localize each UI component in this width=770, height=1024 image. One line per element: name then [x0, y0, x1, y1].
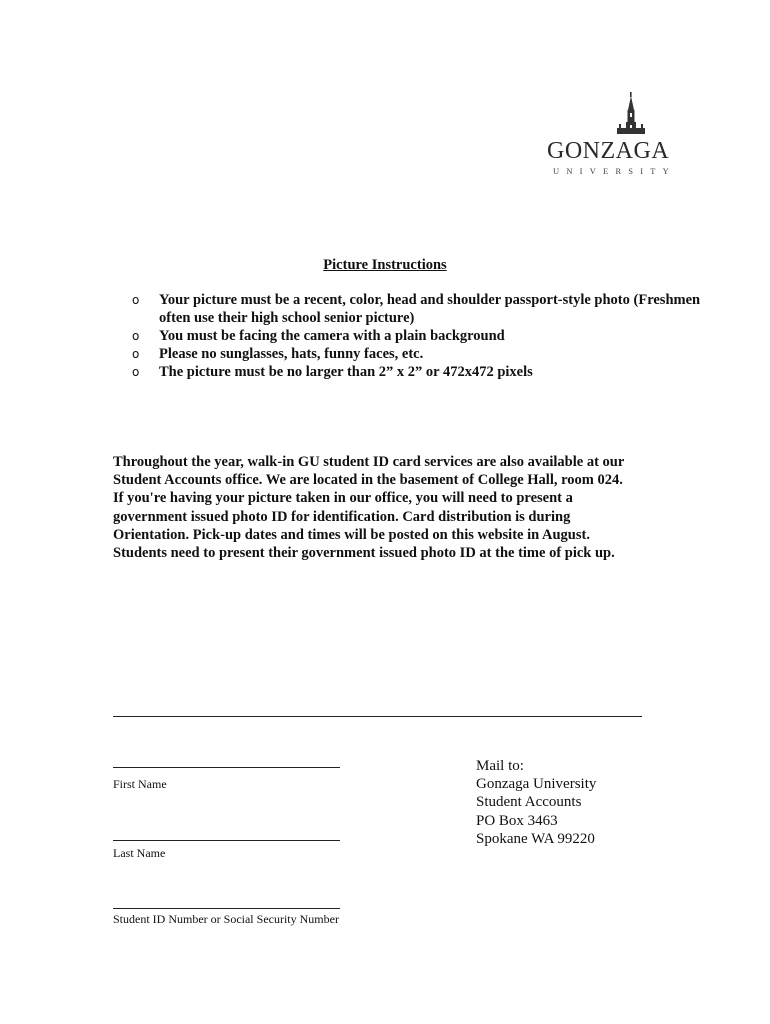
logo-subtitle: UNIVERSITY	[553, 166, 676, 176]
instruction-list	[132, 291, 712, 381]
paragraph-line: Student Accounts office. We are located in the basement of College Hall, room 024.	[113, 472, 623, 489]
list-item-text: You must be facing the camera with a plain background	[159, 328, 505, 344]
paragraph-line: Throughout the year, walk-in GU student ID card services are also available at our	[113, 454, 625, 470]
first-name-field[interactable]	[113, 767, 340, 768]
list-item	[132, 345, 712, 363]
church-tower-icon	[615, 92, 647, 140]
separator-line	[113, 716, 642, 717]
logo-wordmark: GONZAGA	[547, 138, 670, 164]
paragraph-line: Orientation. Pick-up dates and times will be posted on this website in August.	[113, 526, 590, 543]
mail-line: Gonzaga University	[476, 776, 597, 793]
bullet-marker: o	[132, 293, 140, 307]
services-paragraph	[113, 453, 673, 562]
mail-line: Student Accounts	[476, 794, 582, 811]
bullet-marker: o	[132, 365, 140, 379]
mailing-address	[476, 757, 596, 848]
paragraph-line: government issued photo ID for identification. Card distribution is during	[113, 508, 571, 525]
gonzaga-logo	[545, 92, 676, 176]
mail-line: Spokane WA 99220	[476, 830, 595, 847]
bullet-marker: o	[132, 347, 140, 361]
last-name-field[interactable]	[113, 840, 340, 841]
mail-heading: Mail to:	[476, 758, 524, 774]
list-item-text: Your picture must be a recent, color, head and shoulder passport-style photo (Freshmen often use their high school senior picture)	[159, 292, 701, 326]
list-item-text: The picture must be no larger than 2” x 2” or 472x472 pixels	[159, 364, 533, 380]
student-id-label: Student ID Number or Social Security Number	[113, 912, 339, 926]
last-name-label: Last Name	[113, 846, 166, 860]
list-item	[132, 291, 712, 327]
paragraph-line: Students need to present their government issued photo ID at the time of pick up.	[113, 545, 615, 562]
list-item	[132, 363, 712, 381]
paragraph-line: If you're having your picture taken in our office, you will need to present a	[113, 490, 573, 507]
first-name-label: First Name	[113, 777, 167, 791]
page-title: Picture Instructions	[323, 257, 447, 273]
student-id-field[interactable]	[113, 908, 340, 909]
bullet-marker: o	[132, 329, 140, 343]
mail-line: PO Box 3463	[476, 812, 558, 829]
list-item	[132, 327, 712, 345]
list-item-text: Please no sunglasses, hats, funny faces, etc.	[159, 346, 424, 362]
